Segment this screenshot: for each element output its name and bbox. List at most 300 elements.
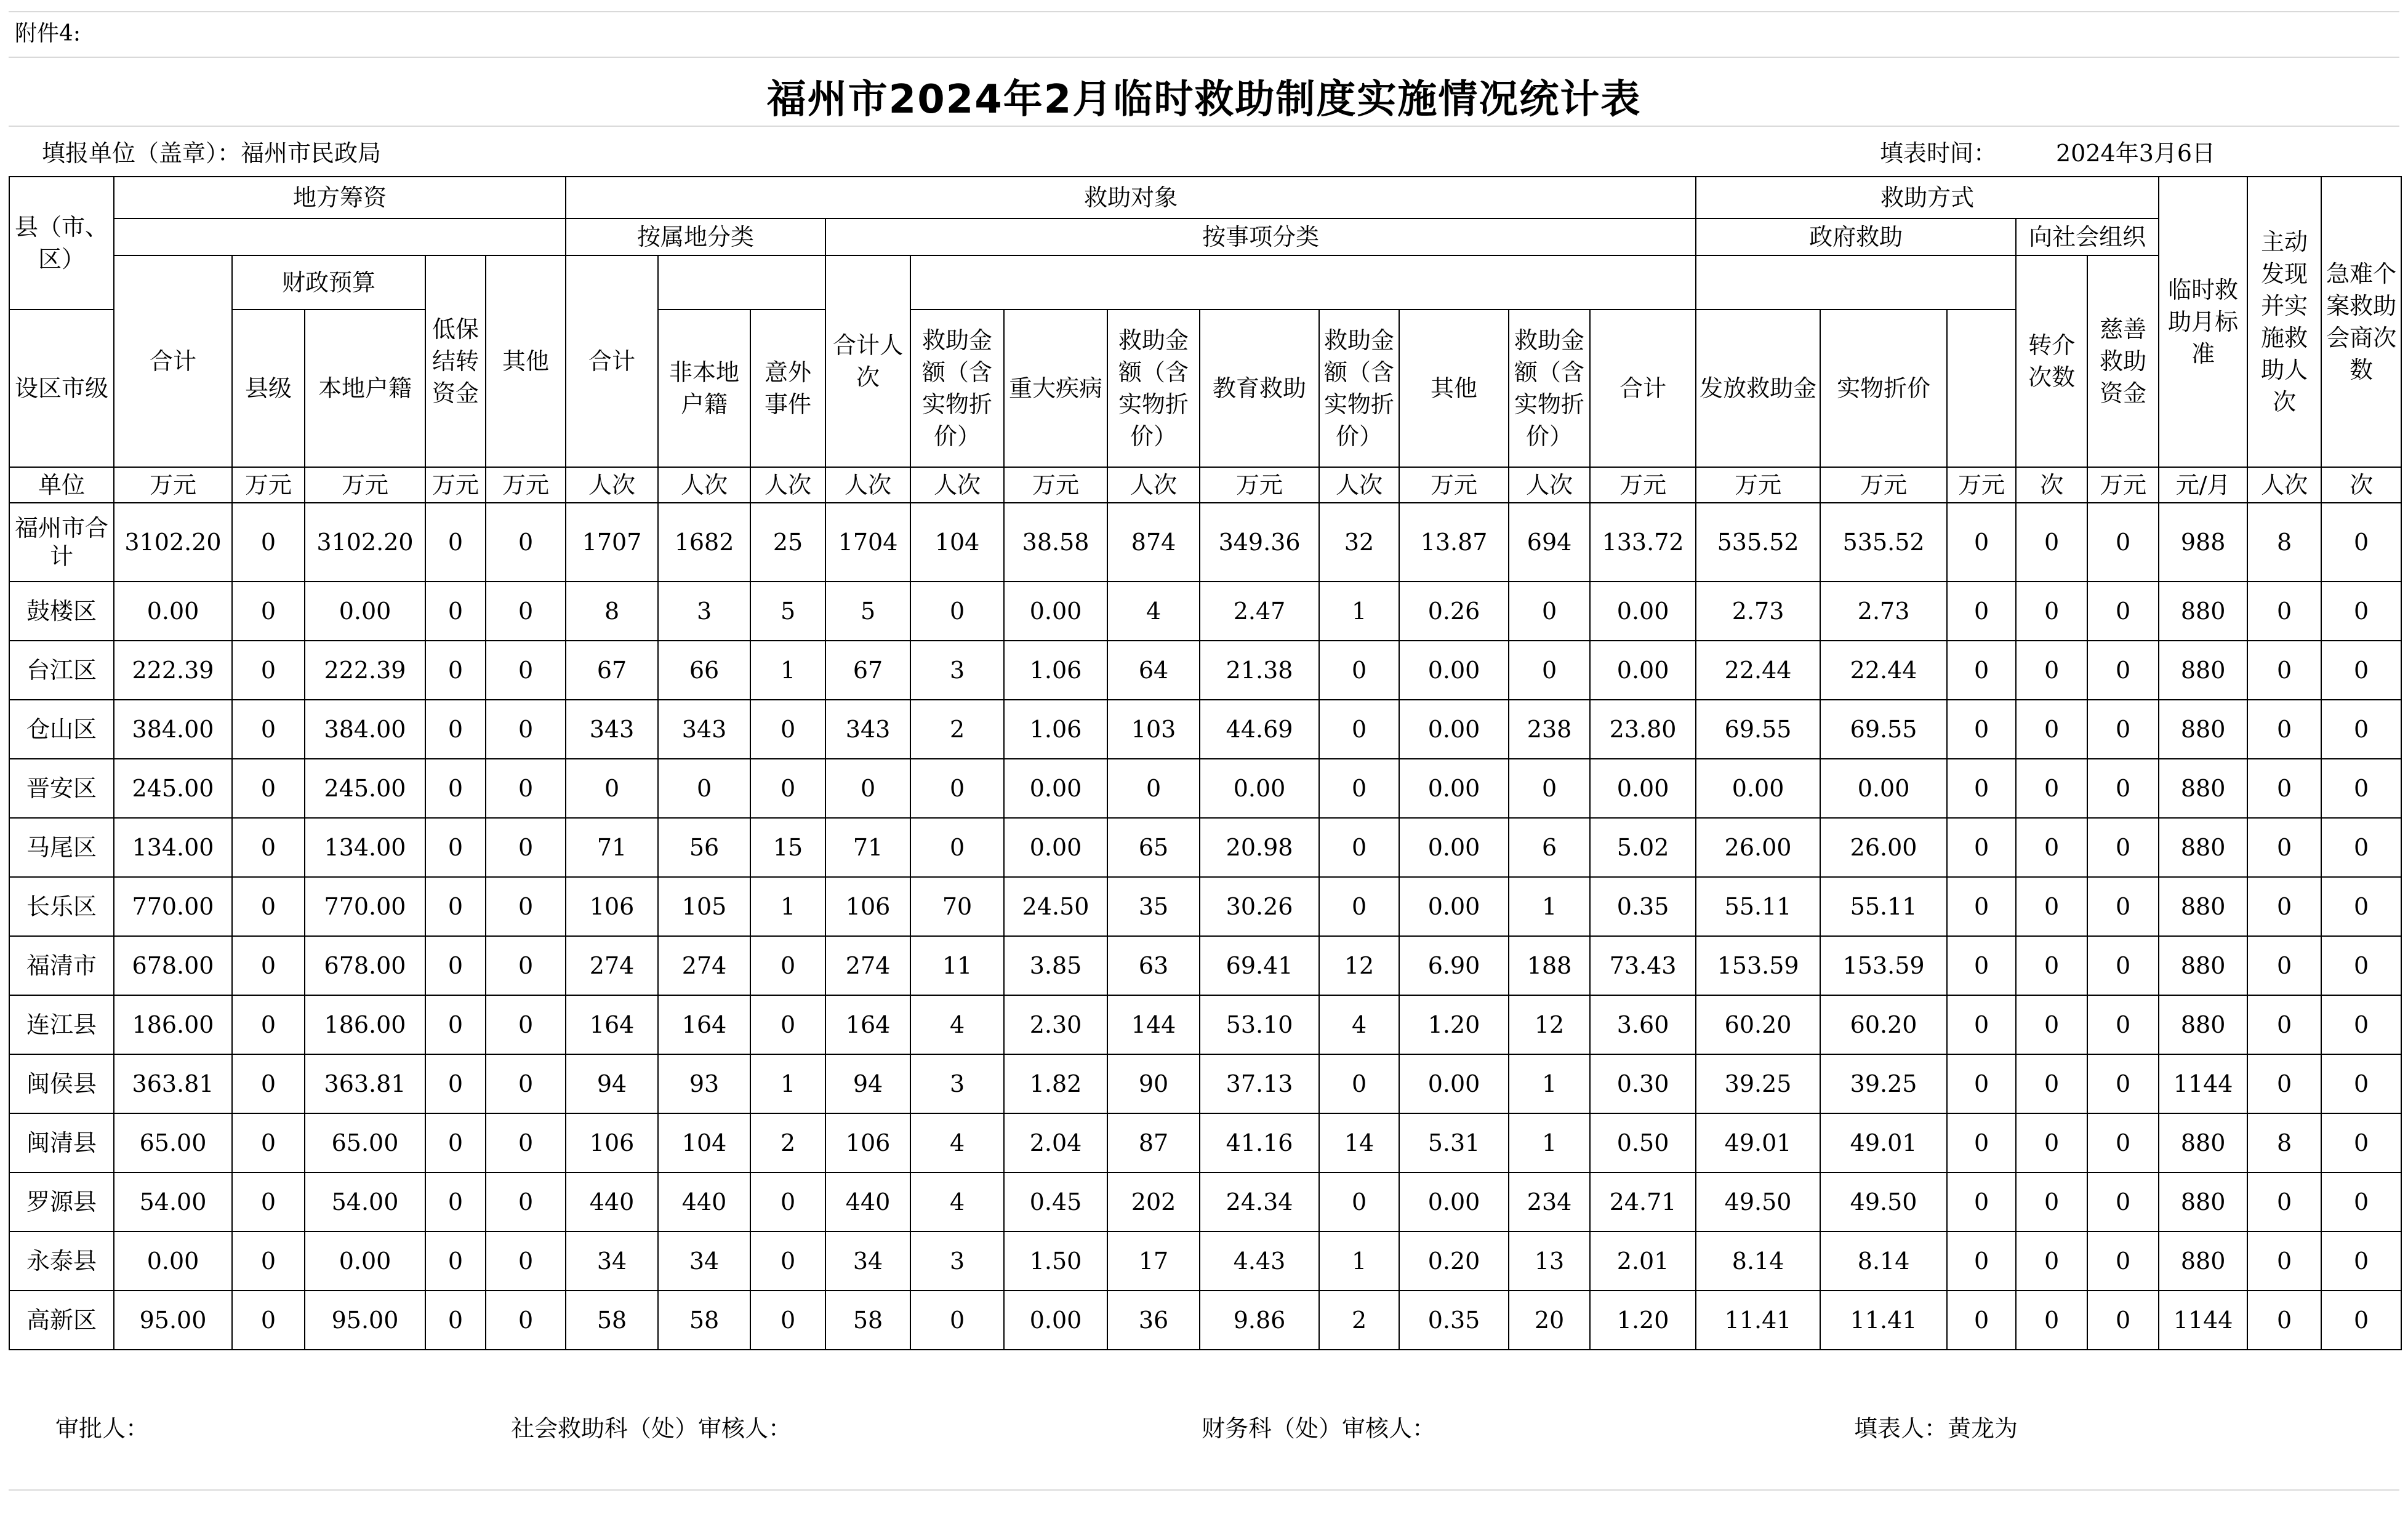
table-cell: 55.11 [1696,877,1820,936]
table-cell: 0.00 [1696,759,1820,818]
table-cell: 0 [1107,759,1200,818]
table-cell: 2 [910,700,1004,759]
table-cell: 0.26 [1399,582,1509,641]
table-cell: 69.55 [1820,700,1947,759]
table-cell: 4 [910,1113,1004,1172]
table-row [9,1232,2401,1291]
unit-cell: 万元 [1004,467,1107,503]
table-cell: 0 [425,700,486,759]
table-cell: 384.00 [305,700,425,759]
row-county-name: 马尾区 [9,818,114,877]
row-county-name: 高新区 [9,1291,114,1350]
table-cell: 34 [566,1232,658,1291]
table-cell: 0 [2016,1172,2087,1232]
table-cell: 0 [232,582,305,641]
header-hukou-blank [658,255,825,310]
attachment-label: 附件4: [15,21,81,46]
table-cell: 0 [1947,1291,2016,1350]
table-cell: 2.04 [1004,1113,1107,1172]
table-cell: 0 [2087,936,2159,995]
table-cell: 3 [658,582,750,641]
table-cell: 0 [486,1291,566,1350]
table-cell: 1 [1319,582,1399,641]
table-cell: 0 [232,818,305,877]
table-cell: 0.00 [305,1232,425,1291]
table-cell: 274 [566,936,658,995]
unit-cell: 人次 [1319,467,1399,503]
header-matter-other: 其他 [1399,310,1509,467]
table-cell: 71 [566,818,658,877]
table-cell: 0.00 [1004,759,1107,818]
header-district-city: 设区市级 [9,310,114,467]
header-proactive: 主动发现并实施救助人次 [2247,177,2321,467]
table-cell: 9.86 [1200,1291,1319,1350]
footer-approver: 审批人： [55,1415,150,1442]
table-cell: 11 [910,936,1004,995]
table-cell: 440 [825,1172,910,1232]
table-cell: 1 [1509,877,1590,936]
footer-social-reviewer: 社会救助科（处）审核人： [511,1415,792,1442]
table-cell: 20.98 [1200,818,1319,877]
table-cell: 186.00 [305,995,425,1054]
row-county-name: 福清市 [9,936,114,995]
sheet-top-gridline [9,11,2399,12]
table-cell: 384.00 [114,700,232,759]
table-cell: 4.43 [1200,1232,1319,1291]
table-cell: 245.00 [305,759,425,818]
footer-finance-reviewer: 财务科（处）审核人： [1202,1415,1436,1442]
table-cell: 0.20 [1399,1232,1509,1291]
table-cell: 95.00 [305,1291,425,1350]
table-cell: 0 [425,818,486,877]
table-cell: 770.00 [305,877,425,936]
table-cell: 8 [2247,503,2321,582]
table-cell: 0 [2321,936,2401,995]
row-county-name: 鼓楼区 [9,582,114,641]
unit-cell: 人次 [750,467,825,503]
header-gov-total: 合计 [1590,310,1696,467]
table-cell: 0 [2321,700,2401,759]
table-cell: 153.59 [1820,936,1947,995]
table-cell: 70 [910,877,1004,936]
unit-cell: 万元 [1200,467,1319,503]
statistics-table [9,176,2402,1350]
table-row [9,818,2401,877]
table-cell: 0 [425,1113,486,1172]
table-cell: 65.00 [114,1113,232,1172]
bottom-gridline [9,1489,2399,1491]
table-cell: 0.00 [1399,641,1509,700]
table-cell: 0 [1947,877,2016,936]
table-cell: 0 [232,1232,305,1291]
header-matter-blank [910,255,1696,310]
header-row-2 [9,218,2401,255]
header-row-3 [9,255,2401,310]
table-cell: 880 [2159,1232,2247,1291]
row-county-name: 永泰县 [9,1232,114,1291]
table-cell: 0 [658,759,750,818]
table-cell: 0.00 [114,1232,232,1291]
unit-cell: 人次 [825,467,910,503]
table-cell: 988 [2159,503,2247,582]
table-cell: 0.00 [1004,1291,1107,1350]
table-cell: 0 [232,936,305,995]
table-cell: 2.73 [1820,582,1947,641]
table-cell: 535.52 [1820,503,1947,582]
table-cell: 1144 [2159,1054,2247,1113]
table-cell: 0 [910,818,1004,877]
unit-cell: 万元 [1947,467,2016,503]
table-cell: 0 [2016,1291,2087,1350]
table-cell: 245.00 [114,759,232,818]
table-cell: 1 [750,877,825,936]
table-cell: 0 [425,1232,486,1291]
table-cell: 0 [2247,700,2321,759]
table-cell: 0 [2247,759,2321,818]
table-cell: 0 [486,1172,566,1232]
table-cell: 13 [1509,1232,1590,1291]
table-cell: 13.87 [1399,503,1509,582]
table-cell: 0.00 [1399,877,1509,936]
row-county-name: 台江区 [9,641,114,700]
table-cell: 0 [2247,1291,2321,1350]
table-cell: 0 [1947,582,2016,641]
row-county-name: 长乐区 [9,877,114,936]
table-cell: 0 [2016,1232,2087,1291]
header-relief-target: 救助对象 [566,177,1696,218]
row-county-name: 晋安区 [9,759,114,818]
table-cell: 880 [2159,700,2247,759]
table-cell: 0 [425,995,486,1054]
table-cell: 65 [1107,818,1200,877]
table-cell: 6.90 [1399,936,1509,995]
unit-row [9,467,2401,503]
table-cell: 222.39 [114,641,232,700]
table-cell: 134.00 [114,818,232,877]
table-row [9,936,2401,995]
table-cell: 222.39 [305,641,425,700]
table-cell: 0 [232,1172,305,1232]
header-in-kind: 实物折价 [1820,310,1947,467]
table-cell: 0 [1947,1172,2016,1232]
row-county-name: 罗源县 [9,1172,114,1232]
table-row [9,1113,2401,1172]
table-cell: 0 [486,1054,566,1113]
table-cell: 64 [1107,641,1200,700]
table-cell: 20 [1509,1291,1590,1350]
table-row [9,995,2401,1054]
header-emergency: 急难个案救助会商次数 [2321,177,2401,467]
unit-cell: 人次 [1509,467,1590,503]
table-cell: 105 [658,877,750,936]
table-cell: 0 [425,1172,486,1232]
table-cell: 34 [658,1232,750,1291]
header-nonlocal-hukou: 非本地户籍 [658,310,750,467]
table-cell: 106 [566,1113,658,1172]
table-cell: 44.69 [1200,700,1319,759]
table-cell: 1704 [825,503,910,582]
table-cell: 0 [486,641,566,700]
table-cell: 0 [232,700,305,759]
table-cell: 343 [658,700,750,759]
table-cell: 0 [1947,1054,2016,1113]
unit-cell: 万元 [305,467,425,503]
table-cell: 274 [658,936,750,995]
table-cell: 49.01 [1820,1113,1947,1172]
table-cell: 0 [910,1291,1004,1350]
table-cell: 4 [1107,582,1200,641]
table-body [9,503,2401,1350]
table-cell: 53.10 [1200,995,1319,1054]
table-cell: 0 [2016,503,2087,582]
table-cell: 0 [425,877,486,936]
header-issued-funds: 发放救助金 [1696,310,1820,467]
table-cell: 0.00 [1590,582,1696,641]
table-cell: 0 [2321,759,2401,818]
table-cell: 3102.20 [114,503,232,582]
table-cell: 188 [1509,936,1590,995]
table-cell: 0 [1319,700,1399,759]
table-cell: 11.41 [1820,1291,1947,1350]
table-cell: 23.80 [1590,700,1696,759]
header-row-1 [9,177,2401,218]
header-by-location: 按属地分类 [566,218,825,255]
table-cell: 2 [750,1113,825,1172]
table-cell: 41.16 [1200,1113,1319,1172]
table-cell: 880 [2159,1113,2247,1172]
table-cell: 0 [750,1291,825,1350]
table-cell: 21.38 [1200,641,1319,700]
table-cell: 0 [486,936,566,995]
table-cell: 1.20 [1399,995,1509,1054]
table-cell: 880 [2159,818,2247,877]
table-cell: 4 [1319,995,1399,1054]
table-cell: 104 [658,1113,750,1172]
table-cell: 67 [566,641,658,700]
table-cell: 678.00 [305,936,425,995]
table-cell: 0 [232,641,305,700]
header-accident: 意外事件 [750,310,825,467]
table-cell: 8 [2247,1113,2321,1172]
table-cell: 0 [2087,995,2159,1054]
table-cell: 104 [910,503,1004,582]
table-cell: 87 [1107,1113,1200,1172]
table-cell: 94 [566,1054,658,1113]
table-cell: 0.50 [1590,1113,1696,1172]
table-cell: 95.00 [114,1291,232,1350]
table-cell: 363.81 [305,1054,425,1113]
table-cell: 32 [1319,503,1399,582]
table-cell: 0 [486,1232,566,1291]
table-cell: 39.25 [1820,1054,1947,1113]
table-cell: 0 [1947,641,2016,700]
table-cell: 0 [232,995,305,1054]
table-cell: 22.44 [1696,641,1820,700]
table-cell: 24.50 [1004,877,1107,936]
header-gov-relief: 政府救助 [1696,218,2016,255]
table-cell: 0 [2016,700,2087,759]
table-cell: 0 [2087,1054,2159,1113]
table-cell: 363.81 [114,1054,232,1113]
table-cell: 0 [2087,1172,2159,1232]
table-cell: 66 [658,641,750,700]
table-row [9,700,2401,759]
table-cell: 0 [1509,582,1590,641]
unit-cell: 次 [2321,467,2401,503]
table-row [9,503,2401,582]
table-cell: 49.50 [1820,1172,1947,1232]
table-cell: 56 [658,818,750,877]
table-cell: 0 [2321,1054,2401,1113]
unit-cell: 万元 [2087,467,2159,503]
table-cell: 0 [2247,818,2321,877]
table-cell: 37.13 [1200,1054,1319,1113]
table-cell: 1.06 [1004,641,1107,700]
header-to-social-org: 向社会组织 [2016,218,2159,255]
table-cell: 0.00 [114,582,232,641]
footer-filler: 填表人：黄龙为 [1854,1415,2018,1442]
header-relief-method: 救助方式 [1696,177,2159,218]
table-cell: 1144 [2159,1291,2247,1350]
table-cell: 0 [750,995,825,1054]
table-cell: 0 [566,759,658,818]
table-cell: 0.35 [1399,1291,1509,1350]
table-cell: 69.55 [1696,700,1820,759]
table-cell: 134.00 [305,818,425,877]
table-cell: 65.00 [305,1113,425,1172]
table-cell: 349.36 [1200,503,1319,582]
unit-cell: 万元 [1696,467,1820,503]
table-cell: 3.60 [1590,995,1696,1054]
table-cell: 49.50 [1696,1172,1820,1232]
table-cell: 0 [486,1113,566,1172]
row-county-name: 福州市合计 [9,503,114,582]
table-cell: 0 [2087,877,2159,936]
table-cell: 4 [910,995,1004,1054]
table-cell: 1 [1509,1054,1590,1113]
table-cell: 0 [486,759,566,818]
table-cell: 770.00 [114,877,232,936]
unit-cell: 人次 [566,467,658,503]
table-cell: 26.00 [1820,818,1947,877]
table-cell: 880 [2159,759,2247,818]
table-cell: 69.41 [1200,936,1319,995]
table-cell: 0 [910,582,1004,641]
table-cell: 35 [1107,877,1200,936]
table-cell: 880 [2159,1172,2247,1232]
table-cell: 1707 [566,503,658,582]
unit-cell: 万元 [114,467,232,503]
table-cell: 2.01 [1590,1232,1696,1291]
table-cell: 73.43 [1590,936,1696,995]
table-cell: 343 [825,700,910,759]
table-cell: 8 [566,582,658,641]
unit-cell: 人次 [658,467,750,503]
table-cell: 0 [2087,503,2159,582]
fill-time: 2024年3月6日 [2056,140,2216,167]
table-cell: 0 [1509,759,1590,818]
header-accident-amount: 救助金额（含实物折价） [910,310,1004,467]
table-cell: 49.01 [1696,1113,1820,1172]
header-charity-funds: 慈善救助资金 [2087,255,2159,467]
unit-cell: 万元 [486,467,566,503]
table-cell: 0 [232,503,305,582]
table-cell: 0 [486,877,566,936]
table-cell: 6 [1509,818,1590,877]
table-cell: 4 [910,1172,1004,1232]
table-cell: 12 [1319,936,1399,995]
table-row [9,1054,2401,1113]
table-cell: 2.47 [1200,582,1319,641]
table-cell: 26.00 [1696,818,1820,877]
table-cell: 880 [2159,877,2247,936]
table-cell: 0 [750,1172,825,1232]
table-cell: 0 [425,1054,486,1113]
table-cell: 0.00 [1590,759,1696,818]
table-cell: 0 [2247,1054,2321,1113]
table-cell: 0 [486,503,566,582]
table-cell: 0 [1947,1113,2016,1172]
table-cell: 164 [658,995,750,1054]
table-cell: 234 [1509,1172,1590,1232]
table-cell: 694 [1509,503,1590,582]
table-cell: 0 [2247,1172,2321,1232]
table-cell: 0 [1319,641,1399,700]
table-cell: 15 [750,818,825,877]
table-cell: 880 [2159,641,2247,700]
table-cell: 0 [2321,995,2401,1054]
table-cell: 0 [232,877,305,936]
table-cell: 0.00 [1399,818,1509,877]
table-cell: 0 [2247,877,2321,936]
table-cell: 880 [2159,936,2247,995]
header-funding-total: 合计 [114,255,232,467]
table-row [9,759,2401,818]
table-cell: 0.00 [1820,759,1947,818]
table-row [9,582,2401,641]
table-cell: 0 [425,759,486,818]
row-county-name: 连江县 [9,995,114,1054]
table-cell: 0.00 [1004,818,1107,877]
unit-cell: 万元 [1590,467,1696,503]
header-other-amount: 救助金额（含实物折价） [1509,310,1590,467]
table-cell: 106 [825,1113,910,1172]
table-cell: 5 [750,582,825,641]
table-cell: 0 [2087,759,2159,818]
table-cell: 63 [1107,936,1200,995]
table-cell: 874 [1107,503,1200,582]
unit-cell: 万元 [1399,467,1509,503]
table-cell: 25 [750,503,825,582]
table-cell: 0 [486,700,566,759]
table-cell: 1 [750,641,825,700]
table-cell: 0 [425,936,486,995]
table-cell: 34 [825,1232,910,1291]
unit-cell: 单位 [9,467,114,503]
table-cell: 1682 [658,503,750,582]
table-cell: 0.45 [1004,1172,1107,1232]
table-row [9,641,2401,700]
row-county-name: 闽清县 [9,1113,114,1172]
table-cell: 0 [2321,1232,2401,1291]
table-cell: 1.20 [1590,1291,1696,1350]
table-cell: 0.35 [1590,877,1696,936]
table-cell: 144 [1107,995,1200,1054]
table-cell: 0 [1319,1172,1399,1232]
header-total-persons: 合计人次 [825,255,910,467]
table-cell: 0 [1947,503,2016,582]
table-cell: 0 [910,759,1004,818]
